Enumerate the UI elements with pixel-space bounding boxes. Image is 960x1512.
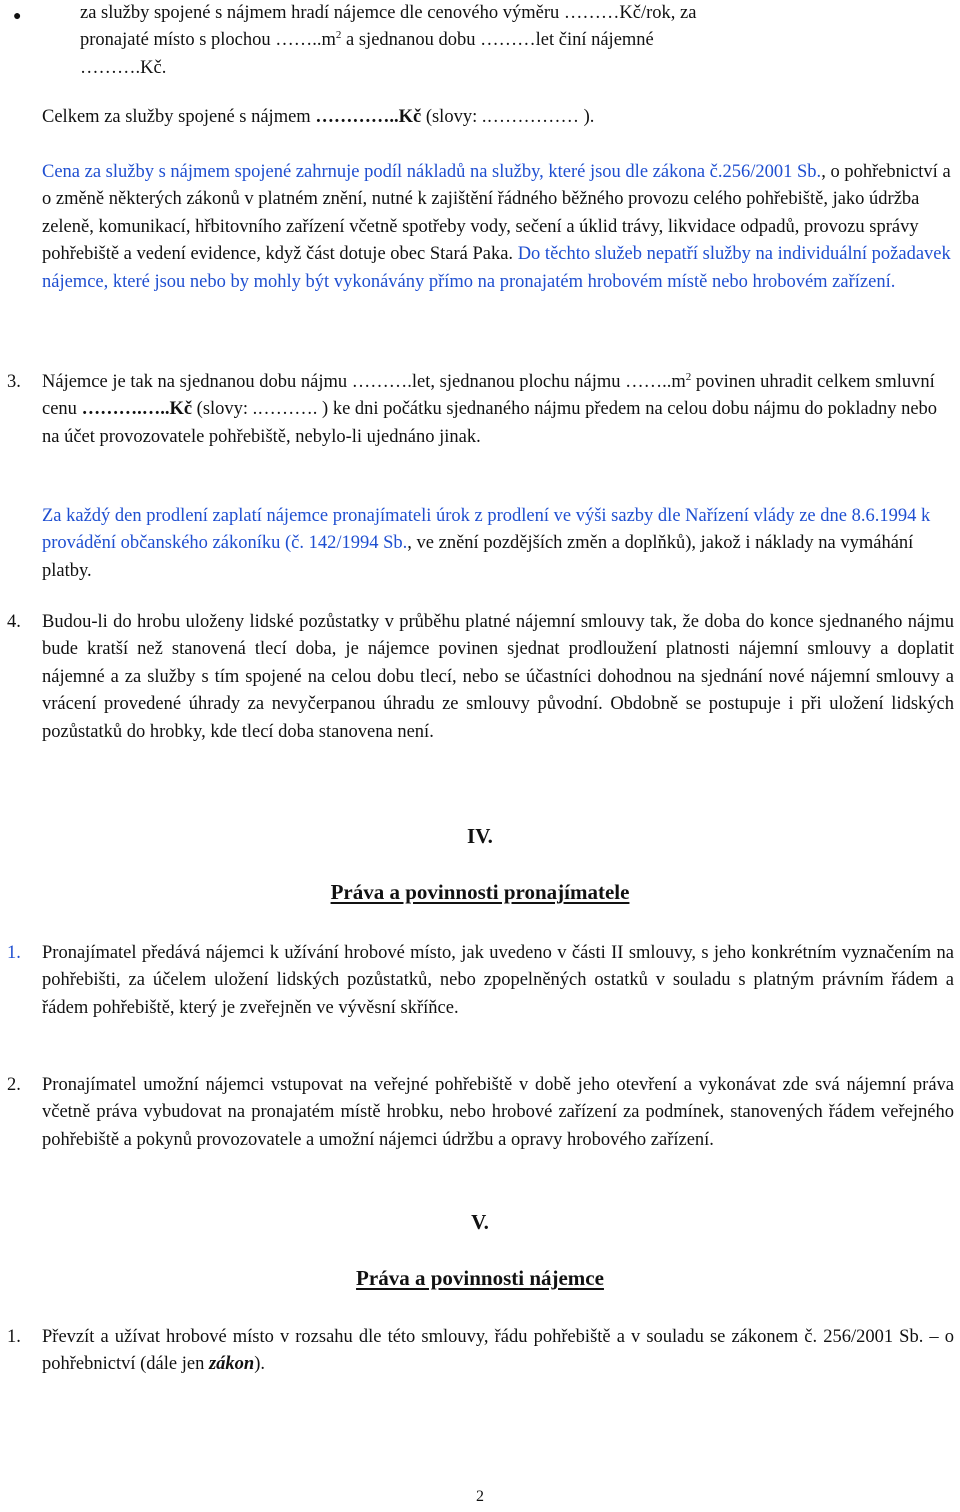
section-5-item-1-number: 1. [7,1327,21,1347]
price-paragraph [42,159,954,296]
bullet-line-1: za služby spojené s nájmem hradí nájemce dle cenového výměru ………Kč/rok, za [80,3,697,23]
late-payment-b: , ve znění pozdějších změn a doplňků), jakož i náklady na vymáhání platby. [42,533,914,581]
section-5-item-1-c: ). [254,1354,265,1375]
bullet-icon: ● [13,9,22,24]
section-4-item-1-number: 1. [7,943,21,963]
bullet-line-2b: a sjednanou dobu ………let činí nájemné [341,30,654,51]
section-5-item-1 [42,1324,954,1379]
section-4-roman: IV. [467,824,493,848]
section-5-item-1-a: Převzít a užívat hrobové místo v rozsahu dle této smlouvy, řádu pohřebiště a v souladu se zákonem č. 256/2001 Sb. – o pohřebnictví (dále jen [42,1327,954,1375]
section-5-title: Práva a povinnosti nájemce [356,1266,604,1290]
item-3-amount: ……….…..Kč [81,399,193,420]
bullet-line-3: ……….Kč. [80,57,167,78]
item-3-text-b: povinen uhradit celkem smluvní cenu [42,372,935,420]
item-3-text-a: Nájemce je tak na sjednanou dobu nájmu ……….let, sjednanou plochu nájmu ……..m [42,372,686,392]
item-3-sup: 2 [685,370,692,383]
total-label: Celkem za služby spojené s nájmem [42,107,316,127]
section-4-item-2-number: 2. [7,1075,21,1095]
item-3-number: 3. [7,372,21,392]
section-5-item-1-b: zákon [208,1354,255,1375]
item-3-paragraph [42,369,954,451]
late-payment-a: Za každý den prodlení zaplatí nájemce pronajímateli úrok z prodlení ve výši sazby dle Nařízení vlády ze dne 8.6.1994 k provádění občanského zákoníku (č. 142/1994 Sb. [42,506,931,554]
section-4-title: Práva a povinnosti pronajímatele [330,880,630,904]
total-line [42,104,954,131]
bullet-paragraph [80,0,940,82]
section-5-roman: V. [471,1210,489,1234]
price-text-b: , o pohřebnictví a o změně některých zákonů v platném znění, nutné k zajištění řádného běžného provozu celého pohřebiště, jako údržba zeleně, komunikací, hřbitovního zařízení včetně spotřeby vody, sečení a úklid trávy, likvidace odpadů, provozu správy pohřebiště a vedení evidence, když část dotuje obec Stará Paka. [42,162,951,265]
total-words: (slovy: .…………… ). [421,107,595,127]
item-3-text-d: (slovy: .………. ) ke dni počátku sjednaného nájmu předem na celou dobu nájmu do pokladny nebo na účet provozovatele pohřebiště, nebylo-li ujednáno jinak. [42,399,938,447]
total-amount: …………..Kč [315,107,422,127]
section-4-item-1: Pronajímatel předává nájemci k užívání hrobové místo, jak uvedeno v části II smlouvy, s jeho konkrétním vyznačením na pohřebišti, za účelem uložení lidských pozůstatků, nebo zpopelněných ostatků v souladu s platným právním řádem a řádem pohřebiště, který je zveřejněn ve vývěsní skříňce. [42,943,954,1018]
section-4-item-2: Pronajímatel umožní nájemci vstupovat na veřejné pohřebiště v době jeho otevření a vykonávat zde svá nájemní práva včetně práva vybudovat na pronajatém místě hrobku, nebo hrobové zařízení za podmínek, stanovených řádem veřejného pohřebiště a pokynů provozovatele a umožní nájemci údržbu a opravy hrobového zařízení. [42,1075,954,1150]
page-number: 2 [476,1488,484,1505]
price-text-a: Cena za služby s nájmem spojené zahrnuje podíl nákladů na služby, které jsou dle zákona č.256/2001 Sb. [42,162,822,182]
bullet-line-2a: pronajaté místo s plochou ……..m [80,30,336,51]
item-4-paragraph: Budou-li do hrobu uloženy lidské pozůstatky v průběhu platné nájemní smlouvy tak, že doba do konce sjednaného nájmu bude kratší než stanovená tlecí doba, je nájemce povinen sjednat prodloužení platnosti nájemní smlouvy a doplatit nájemné a za služby s tím spojené na celou dobu tlecí, nebo se účastníci dohodnou na sjednání nové nájemní smlouvy a vrácení provedené úhrady za nevyčerpanou úhradu ze smlouvy původní. Obdobně se postupuje i při uložení lidských pozůstatků do hrobky, kde tlecí doba stanovena není. [42,612,954,742]
bullet-line-2-sup: 2 [335,29,342,42]
late-payment-paragraph [42,503,954,585]
price-text-c: Do těchto služeb nepatří služby na individuální požadavek nájemce, které jsou nebo by mohly být vykonávány přímo na pronajatém hrobovém místě nebo hrobovém zařízení. [42,244,951,292]
item-4-number: 4. [7,612,21,632]
